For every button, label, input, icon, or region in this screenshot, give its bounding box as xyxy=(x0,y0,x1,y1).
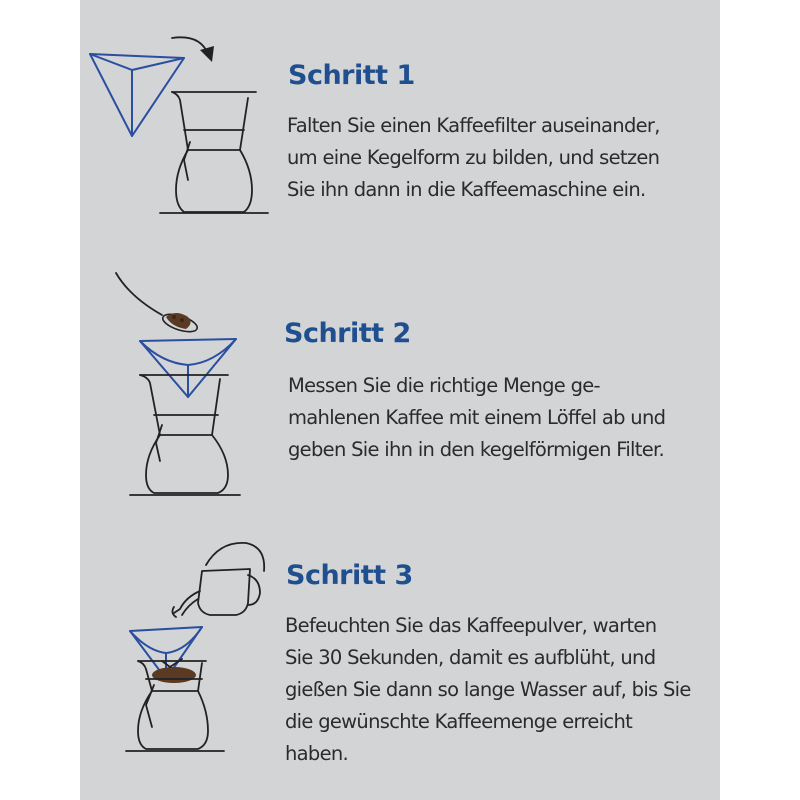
step-2-title: Schritt 2 xyxy=(284,318,411,349)
step-3-line: Befeuchten Sie das Kaffeepulver, warten xyxy=(285,614,657,637)
step-2-illustration xyxy=(110,265,260,500)
step-1-line: Falten Sie einen Kaffeefilter auseinander, xyxy=(287,114,660,137)
step-2-line: Messen Sie die richtige Menge ge- xyxy=(288,374,600,397)
step-1-illustration xyxy=(80,30,280,220)
folded-filter-icon xyxy=(90,54,184,136)
step-1-text xyxy=(287,110,660,206)
step-3-line: die gewünschte Kaffeemenge erreicht xyxy=(285,710,633,733)
gooseneck-kettle-icon xyxy=(172,543,264,617)
step-3-text xyxy=(285,610,691,770)
step-3-illustration xyxy=(110,535,275,770)
filter-in-carafe xyxy=(140,339,236,397)
step-3-line: Sie 30 Sekunden, damit es aufblüht, und xyxy=(285,646,656,669)
step-1-line: Sie ihn dann in die Kaffeemaschine ein. xyxy=(287,178,646,201)
step-3-line: gießen Sie dann so lange Wasser auf, bis Sie xyxy=(285,678,691,701)
step-1-line: um eine Kegelform zu bilden, und setzen xyxy=(287,146,660,169)
step-2-text xyxy=(288,370,665,466)
spoon-icon xyxy=(116,273,199,335)
step-2-line: mahlenen Kaffee mit einem Löffel ab und xyxy=(288,406,666,429)
step-2-line: geben Sie ihn in den kegelförmigen Filter. xyxy=(288,438,665,461)
step-1-title: Schritt 1 xyxy=(288,60,415,91)
step-3-title: Schritt 3 xyxy=(286,560,413,591)
coffee-carafe-icon xyxy=(160,92,268,213)
step-3-line: haben. xyxy=(285,742,349,765)
